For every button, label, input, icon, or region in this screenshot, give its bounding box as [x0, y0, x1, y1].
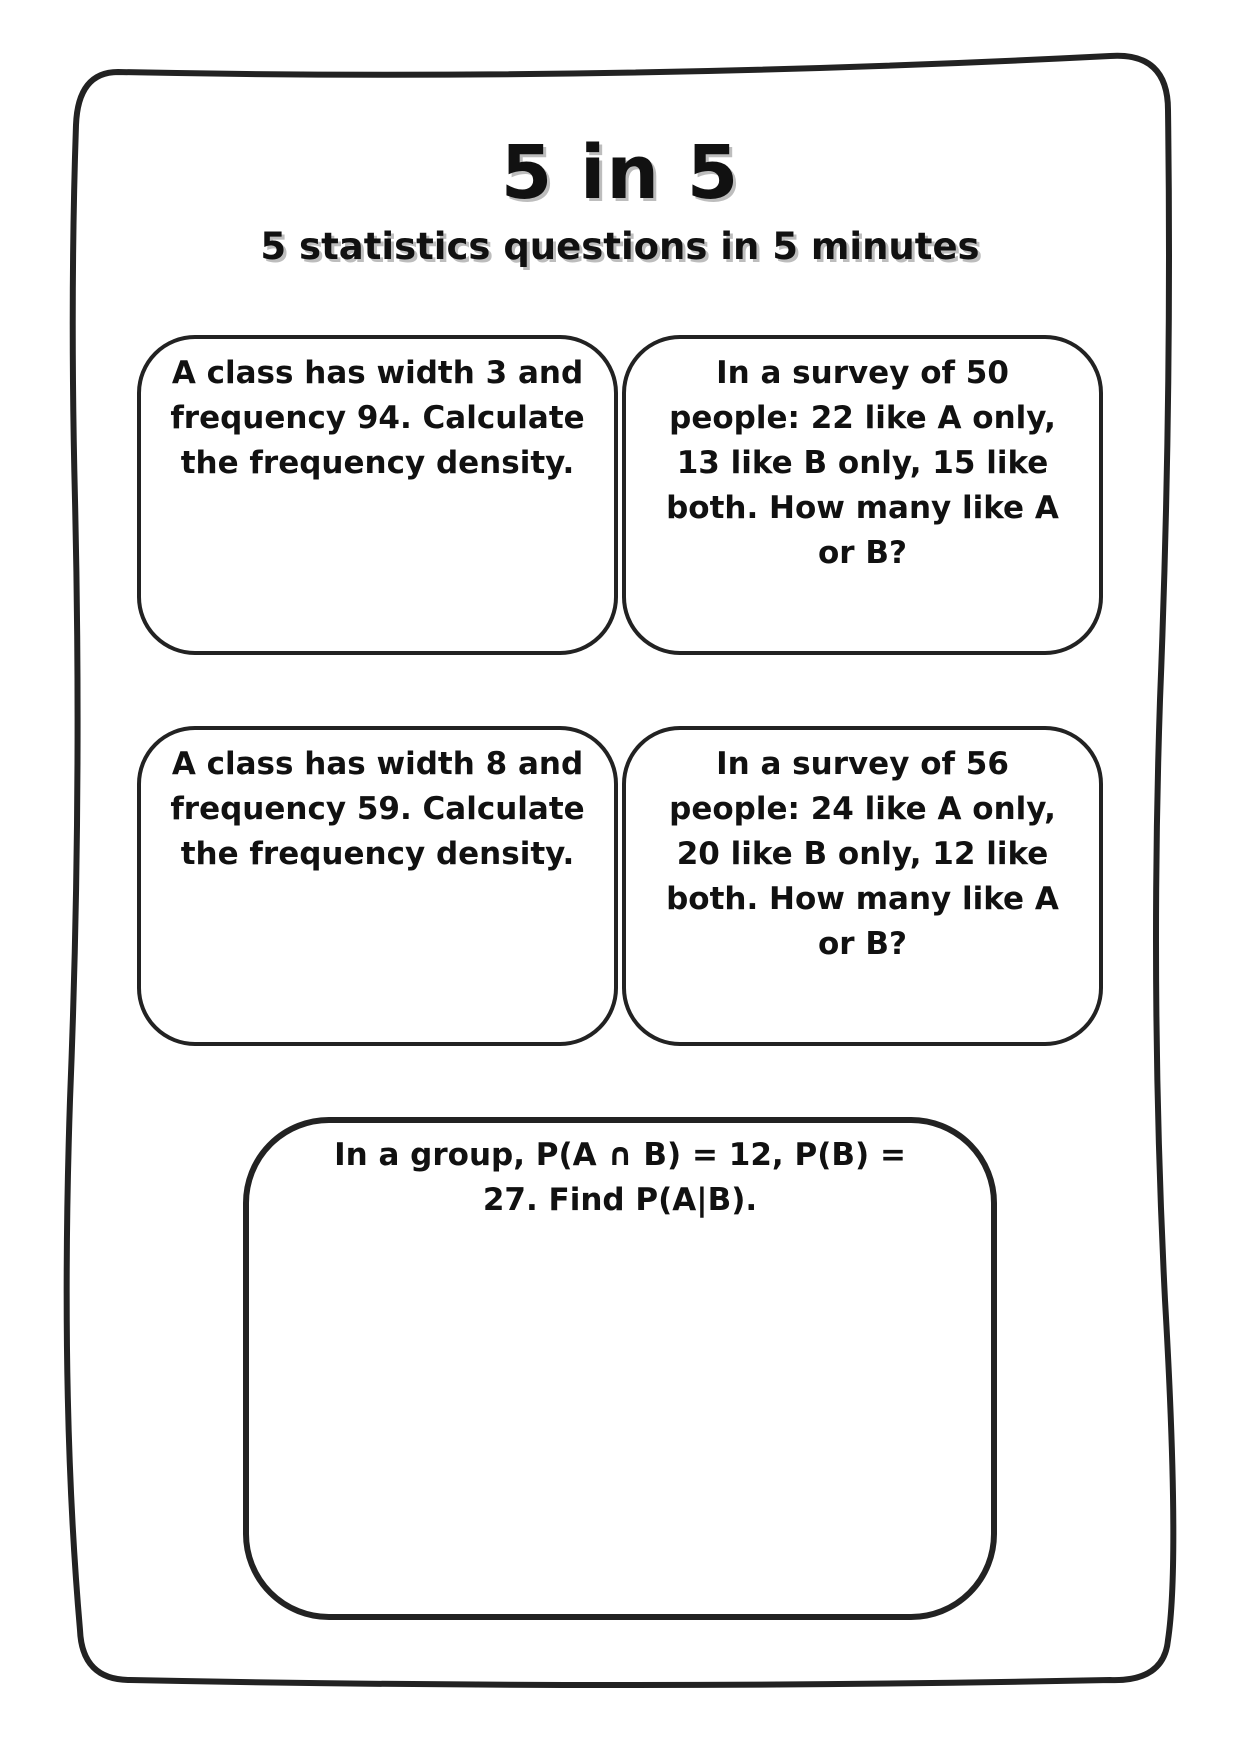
page-title: 5 in 5: [500, 130, 740, 216]
question-card-4: [622, 726, 1103, 1046]
question-text-3: A class has width 8 and frequency 59. Calculate the frequency density.: [170, 746, 585, 872]
page-subtitle: 5 statistics questions in 5 minutes: [260, 225, 980, 268]
question-text-2: In a survey of 50 people: 22 like A only, 13 like B only, 15 like both. How many like A or B?: [666, 355, 1059, 571]
question-card-3: [137, 726, 618, 1046]
question-card-5: [243, 1117, 997, 1620]
question-card-2: [622, 335, 1103, 655]
question-text-1: A class has width 3 and frequency 94. Calculate the frequency density.: [170, 355, 585, 481]
question-card-1: [137, 335, 618, 655]
question-text-4: In a survey of 56 people: 24 like A only, 20 like B only, 12 like both. How many like A or B?: [666, 746, 1059, 962]
question-text-5: In a group, P(A ∩ B) = 12, P(B) = 27. Find P(A|B).: [334, 1137, 906, 1218]
